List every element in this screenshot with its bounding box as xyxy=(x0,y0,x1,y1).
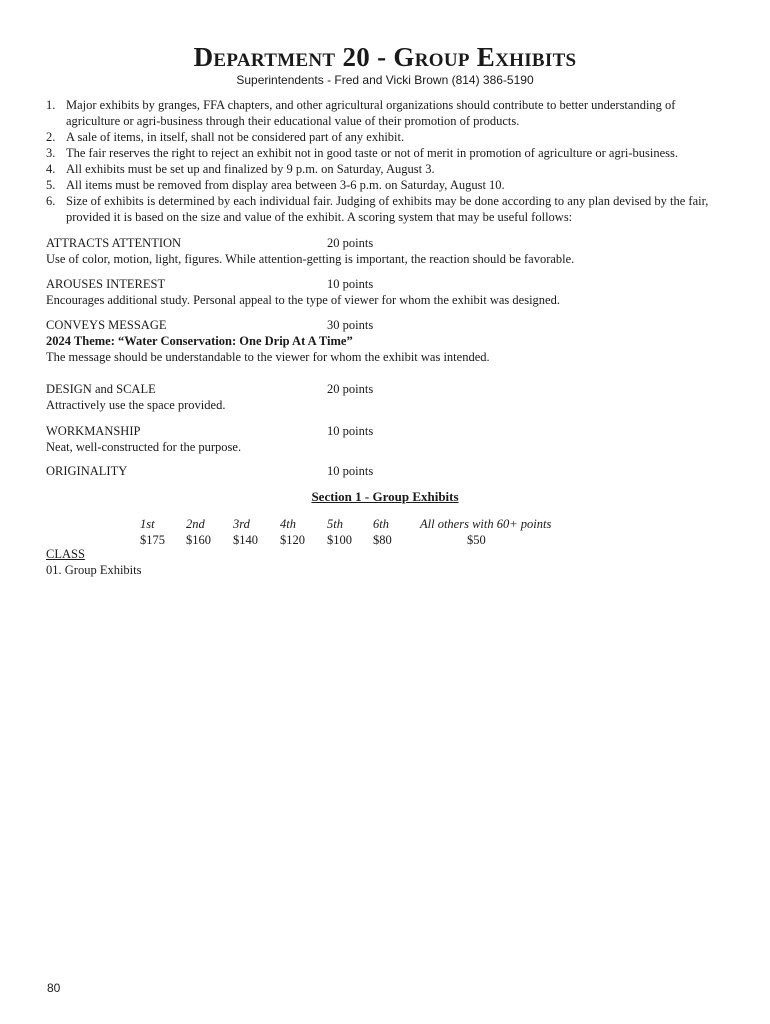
place-label: 6th xyxy=(373,517,389,531)
criterion-design-scale: DESIGN and SCALE 20 points Attractively use the space provided. xyxy=(46,381,726,413)
rule-item: 4. All exhibits must be set up and finalized by 9 p.m. on Saturday, August 3. xyxy=(46,162,435,176)
criterion-workmanship: WORKMANSHIP 10 points Neat, well-constructed for the purpose. xyxy=(46,423,726,455)
criterion-attracts-attention: ATTRACTS ATTENTION 20 points Use of color, motion, light, figures. While attention-getting is important, the reaction should be favorable. xyxy=(46,235,726,267)
page-title: Department 20 - Group Exhibits xyxy=(193,42,577,72)
section-title: Section 1 - Group Exhibits xyxy=(311,489,459,504)
place-label: 1st xyxy=(140,517,155,531)
rule-item: 5. All items must be removed from display area between 3-6 p.m. on Saturday, August 10. xyxy=(46,178,505,192)
rule-item: 6. Size of exhibits is determined by each individual fair. Judging of exhibits may be done according to any plan devised by the fair, provided it is based on the size and value of the exhibit. A scoring system that may be useful follows: xyxy=(46,194,709,224)
place-label: 4th xyxy=(280,517,296,531)
rule-item: 1. Major exhibits by granges, FFA chapters, and other agricultural organizations should contribute to better understanding of agriculture or agri-business through their educational value of their promotion of products. xyxy=(46,98,676,128)
prize-amount: $80 xyxy=(373,533,392,547)
prize-amount: $140 xyxy=(233,533,258,547)
rule-item: 2. A sale of items, in itself, shall not be considered part of any exhibit. xyxy=(46,130,405,144)
prize-amount: $120 xyxy=(280,533,305,547)
page-number: 80 xyxy=(47,981,61,995)
rules-list xyxy=(46,97,718,225)
place-label: All others with 60+ points xyxy=(420,517,552,531)
prize-amount: $160 xyxy=(186,533,211,547)
place-label: 5th xyxy=(327,517,343,531)
prize-amount: $175 xyxy=(140,533,165,547)
prize-amount: $50 xyxy=(467,533,486,547)
class-heading: CLASS xyxy=(46,547,85,561)
criterion-description: Attractively use the space provided. xyxy=(46,398,226,412)
criterion-description: Use of color, motion, light, figures. While attention-getting is important, the reaction should be favorable. xyxy=(46,252,575,266)
criterion-description: Neat, well-constructed for the purpose. xyxy=(46,440,242,454)
place-label: 3rd xyxy=(233,517,250,531)
superintendents-line: Superintendents - Fred and Vicki Brown (814) 386-5190 xyxy=(236,73,534,87)
criterion-originality: ORIGINALITY 10 points xyxy=(46,464,374,478)
criterion-description: The message should be understandable to the viewer for whom the exhibit was intended. xyxy=(46,350,490,364)
theme-line: 2024 Theme: “Water Conservation: One Drip At A Time” xyxy=(46,334,353,348)
criterion-conveys-message: CONVEYS MESSAGE 30 points 2024 Theme: “Water Conservation: One Drip At A Time” The message should be understandable to the viewer for whom the exhibit was intended. xyxy=(46,317,726,365)
criterion-description: Encourages additional study. Personal appeal to the type of viewer for whom the exhibit was designed. xyxy=(46,293,560,307)
rule-item: 3. The fair reserves the right to reject an exhibit not in good taste or not of merit in promotion of agriculture or agri-business. xyxy=(46,146,678,160)
criterion-arouses-interest: AROUSES INTEREST 10 points Encourages additional study. Personal appeal to the type of viewer for whom the exhibit was designed. xyxy=(46,276,726,308)
class-item: 01. Group Exhibits xyxy=(46,563,142,577)
prize-amount: $100 xyxy=(327,533,352,547)
place-label: 2nd xyxy=(186,517,205,531)
